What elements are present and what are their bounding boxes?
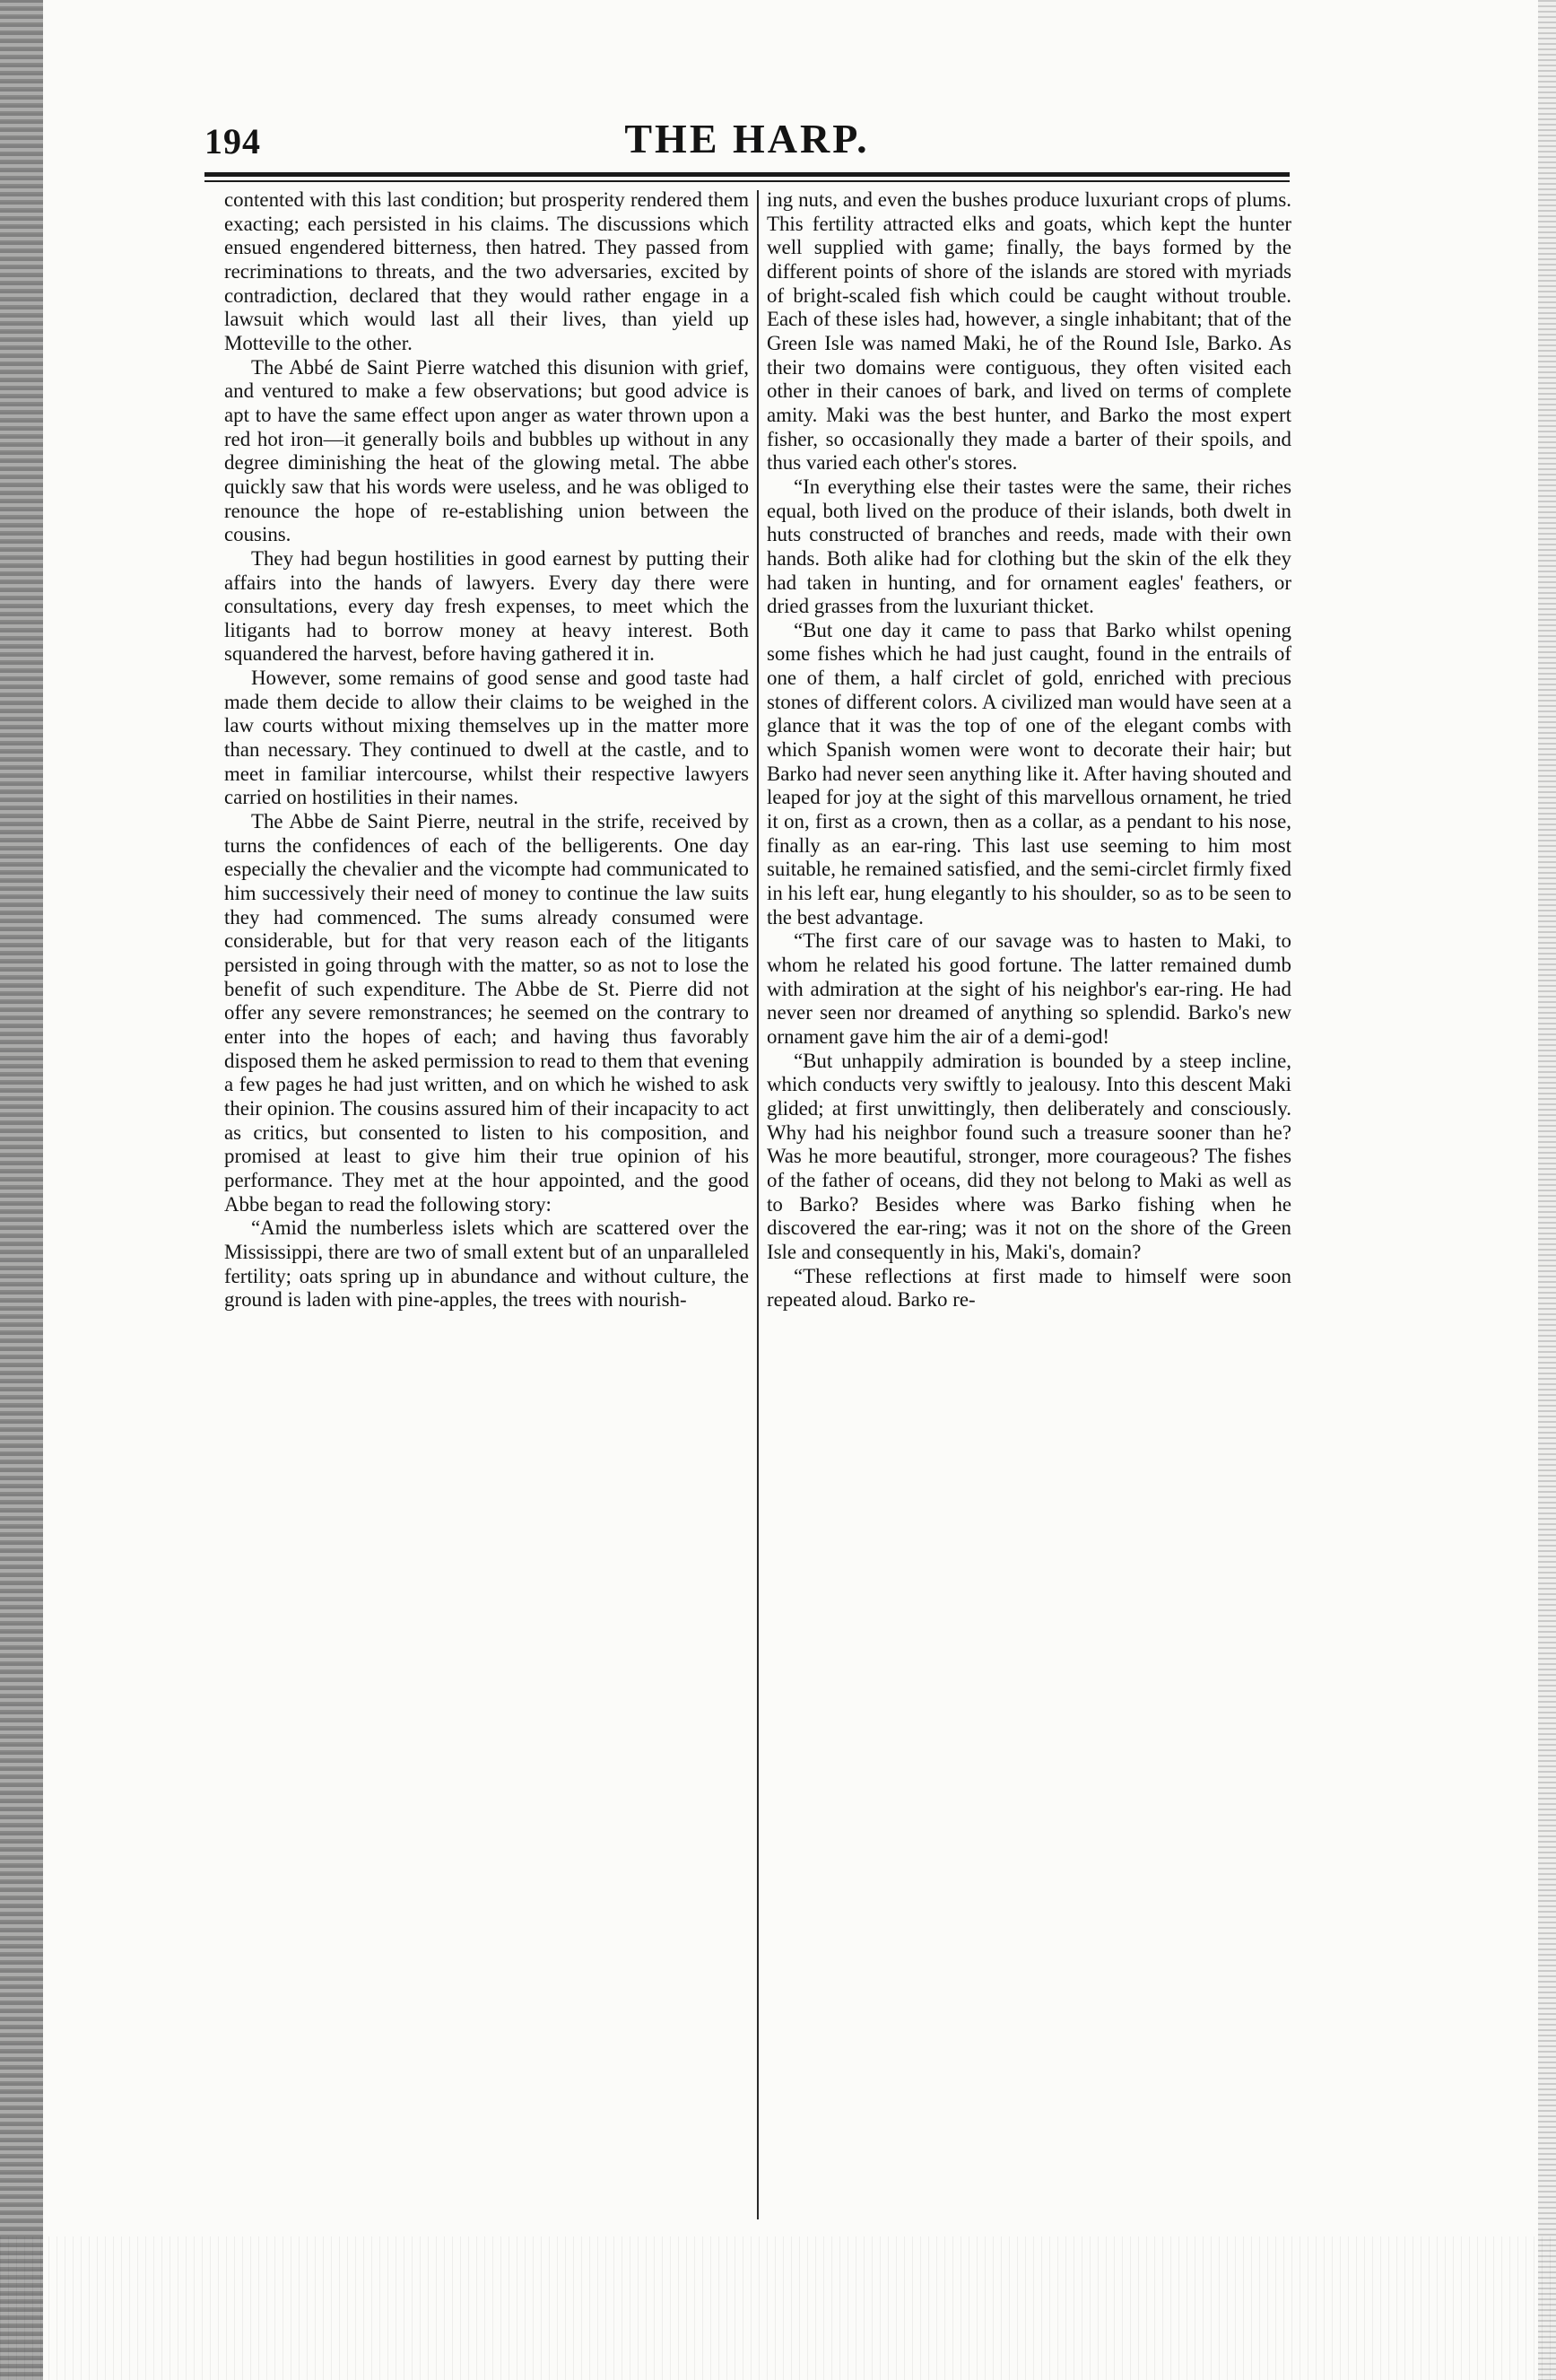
page-binding-edge	[0, 0, 43, 2380]
header-rule-thin	[204, 180, 1290, 182]
column-divider	[757, 190, 759, 2219]
paragraph: “But unhappily admiration is bounded by a steep incline, which conducts very swiftly to jealousy. Into this descent Maki glided; at first unwittingly, then deliberately and consciously. Why had his neighbor found such a treasure sooner than he? Was he more beautiful, stronger, more courageous? The fishes of the father of oceans, did they not belong to Maki as well as to Barko? Besides where was Barko fishing when he discovered the ear-ring; was it not on the shore of the Green Isle and consequently in his, Maki's, domain?	[767, 1049, 1291, 1263]
page-header	[204, 115, 1290, 170]
page-number: 194	[204, 121, 261, 161]
paragraph: “The first care of our savage was to hasten to Maki, to whom he related his good fortune. The latter remained dumb with admiration at the sight of his neighbor's ear-ring. He had never seen nor dreamed of anything so splendid. Barko's new ornament gave him the air of a demi-god!	[767, 929, 1291, 1048]
paragraph: The Abbe de Saint Pierre, neutral in the strife, received by turns the confidences of each of the belligerents. One day especially the chevalier and the vicompte had communicated to him successively their need of money to continue the law suits they had commenced. The sums already consumed were considerable, but for that very reason each of the litigants persisted in going through with the matter, so as not to lose the benefit of such expenditure. The Abbe de St. Pierre did not offer any severe remonstrances; he seemed on the contrary to enter into the hopes of each; and having thus favorably disposed them he asked permission to read to them that evening a few pages he had just written, and on which he wished to ask their opinion. The cousins assured him of their incapacity to act as critics, but consented to listen to his composition, and promised at least to give him their true opinion of his performance. They met at the hour appointed, and the good Abbe began to read the following story:	[224, 810, 749, 1216]
header-rule-thick	[204, 172, 1290, 177]
paragraph: They had begun hostilities in good earnest by putting their affairs into the hands of lawyers. Every day there were consultations, every day fresh expenses, to meet which the litigants had to borrow money at heavy interest. Both squandered the harvest, before having gathered it in.	[224, 546, 749, 666]
paragraph: The Abbé de Saint Pierre watched this disunion with grief, and ventured to make a few observations; but good advice is apt to have the same effect upon anger as water thrown upon a red hot iron—it generally boils and bubbles up without in any degree diminishing the heat of the glowing metal. The abbe quickly saw that his words were useless, and he was obliged to renounce the hope of re-establishing union between the cousins.	[224, 355, 749, 546]
paragraph: ing nuts, and even the bushes produce luxuriant crops of plums. This fertility attracted elks and goats, which kept the hunter well supplied with game; finally, the bays formed by the different points of shore of the islands are stored with myriads of bright-scaled fish which could be caught without trouble. Each of these isles had, however, a single inhabitant; that of the Green Isle was named Maki, he of the Round Isle, Barko. As their two domains were contiguous, they often visited each other in their canoes of bark, and lived on terms of complete amity. Maki was the best hunter, and Barko the most expert fisher, so occasionally they made a barter of their spoils, and thus varied each other's stores.	[767, 188, 1291, 475]
paragraph: However, some remains of good sense and good taste had made them decide to allow their claims to be weighed in the law courts without mixing themselves up in the matter more than necessary. They continued to dwell at the castle, and to meet in familiar intercourse, whilst their respective lawyers carried on hostilities in their names.	[224, 667, 749, 809]
scan-noise	[0, 2236, 1556, 2380]
running-title: THE HARP.	[624, 116, 870, 161]
paragraph: “In everything else their tastes were the same, their riches equal, both lived on the produce of their islands, both dwelt in huts constructed of branches and reeds, made with their own hands. Both alike had for clothing but the skin of the elk they had taken in hunting, and for ornament eagles' feathers, or dried grasses from the luxuriant thicket.	[767, 475, 1291, 618]
article-columns	[224, 188, 1291, 2225]
left-column	[224, 188, 749, 2225]
paragraph: “These reflections at first made to himself were soon repeated aloud. Barko re-	[767, 1264, 1291, 1312]
paragraph: “But one day it came to pass that Barko whilst opening some fishes which he had just caught, found in the entrails of one of them, a half circlet of gold, enriched with precious stones of different colors. A civilized man would have seen at a glance that it was the top of one of the elegant combs with which Spanish women were wont to decorate their hair; but Barko had never seen anything like it. After having shouted and leaped for joy at the sight of this marvellous ornament, he tried it on, first as a crown, then as a collar, as a pendant to his nose, finally as an ear-ring. This last use seeming to him most suitable, he remained satisfied, and the semi-circlet firmly fixed in his left ear, hung elegantly to his shoulder, so as to be seen to the best advantage.	[767, 618, 1291, 928]
page-right-edge	[1538, 0, 1556, 2380]
paragraph: contented with this last condition; but prosperity rendered them exacting; each persisted in his claims. The discussions which ensued engendered bitterness, then hatred. They passed from recriminations to threats, and the two adversaries, excited by contradiction, declared that they would rather engage in a lawsuit which would last all their lives, than yield up Motteville to the other.	[224, 188, 749, 354]
paragraph: “Amid the numberless islets which are scattered over the Mississippi, there are two of small extent but of an unparalleled fertility; oats spring up in abundance and without culture, the ground is laden with pine-apples, the trees with nourish-	[224, 1216, 749, 1312]
right-column	[767, 188, 1291, 2225]
